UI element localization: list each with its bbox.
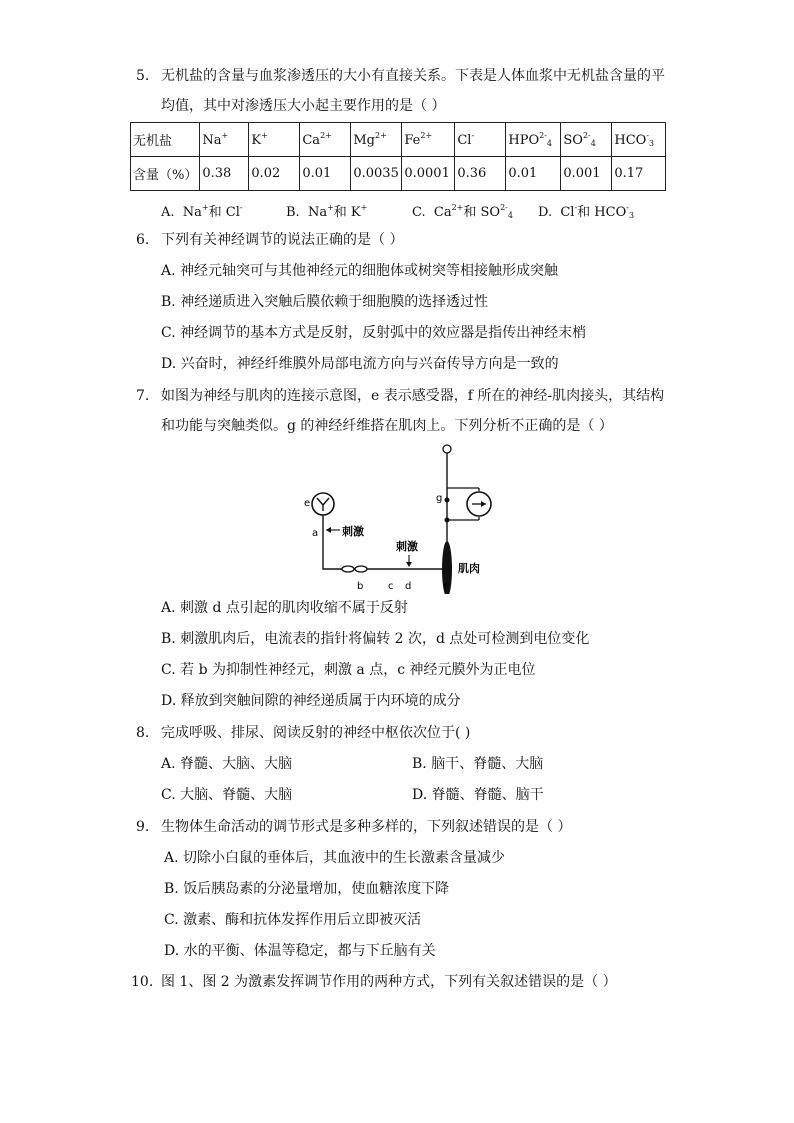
value-cell: 0.36 — [455, 157, 506, 191]
galvanometer-needle-head — [481, 501, 486, 507]
value-cell: 0.01 — [506, 157, 561, 191]
label-f: f — [444, 582, 448, 593]
q5-option-b[interactable]: B. Na+和 K+ — [286, 203, 368, 220]
table-header-cell: 无机盐 — [131, 123, 200, 157]
q9-number: 9. — [136, 819, 150, 835]
label-muscle: 肌肉 — [458, 562, 480, 575]
q6-number: 6. — [136, 232, 150, 248]
stimulus-label-a: 刺激 — [342, 525, 364, 538]
ion-cell: $Fe^{2+}$ — [402, 123, 455, 157]
q8-option-a[interactable]: A. 脊髓、大脑、大脑 — [161, 756, 293, 772]
q8-option-c[interactable]: C. 大脑、脊髓、大脑 — [161, 787, 293, 803]
table-row — [131, 123, 666, 157]
q5-option-d[interactable]: D. Cl-和 $HCO^-_3$ — [538, 203, 635, 220]
ion-cell: $Mg^{2+}$ — [351, 123, 402, 157]
value-cell: 0.0035 — [351, 157, 402, 191]
q7-option-c[interactable]: C. 若 b 为抑制性神经元，刺激 a 点，c 神经元膜外为正电位 — [161, 662, 536, 678]
salt-content-table — [130, 122, 666, 191]
ion-cell: $HPO^{2-}_4$ — [506, 123, 561, 157]
q7-option-d[interactable]: D. 释放到突触间隙的神经递质属于内环境的成分 — [161, 693, 461, 709]
q9-option-c[interactable]: C. 激素、酶和抗体发挥作用后立即被灭活 — [164, 912, 422, 928]
ion-cell: $HCO^-_3$ — [612, 123, 666, 157]
q7-option-a[interactable]: A. 刺激 d 点引起的肌肉收缩不属于反射 — [161, 600, 408, 616]
label-d: d — [405, 581, 412, 592]
table-header-cell: 含量（%） — [131, 157, 200, 191]
q6-option-d[interactable]: D. 兴奋时，神经纤维膜外局部电流方向与兴奋传导方向是一致的 — [161, 356, 559, 372]
label-b: b — [357, 581, 364, 592]
q10-number: 10. — [131, 974, 154, 990]
stimulus-arrowhead-a — [326, 527, 331, 533]
q9-option-d[interactable]: D. 水的平衡、体温等稳定，都与下丘脑有关 — [164, 943, 436, 959]
q9-option-a[interactable]: A. 切除小白鼠的垂体后，其血液中的生长激素含量减少 — [164, 850, 506, 866]
q10-stem: 图 1、图 2 为激素发挥调节作用的两种方式，下列有关叙述错误的是（ ） — [161, 974, 617, 990]
label-c: c — [388, 581, 394, 592]
ion-cell: Cl- — [455, 123, 506, 157]
q7-stem-line2: 和功能与突触类似。g 的神经纤维搭在肌肉上。下列分析不正确的是（ ） — [161, 418, 613, 434]
stimulus-label-d: 刺激 — [396, 540, 418, 553]
q6-option-a[interactable]: A. 神经元轴突可与其他神经元的细胞体或树突等相接触形成突触 — [161, 263, 559, 279]
ion-cell: $Ca^{2+}$ — [300, 123, 351, 157]
value-cell: 0.17 — [612, 157, 666, 191]
q5-stem-line2: 均值，其中对渗透压大小起主要作用的是（ ） — [161, 98, 446, 114]
nerve-muscle-diagram — [290, 438, 510, 594]
q5-number: 5. — [136, 68, 150, 84]
q8-option-d[interactable]: D. 脊髓、脊髓、脑干 — [412, 787, 544, 803]
q8-stem: 完成呼吸、排尿、阅读反射的神经中枢依次位于( ) — [161, 725, 471, 741]
synapse-b-left — [342, 566, 354, 572]
table-row — [131, 157, 666, 191]
label-g: g — [436, 493, 443, 504]
junction-dot-top — [445, 498, 450, 503]
value-cell: 0.01 — [300, 157, 351, 191]
stimulus-arrowhead-d — [406, 562, 412, 567]
afferent-nerve-line — [323, 515, 342, 569]
label-e: e — [304, 498, 311, 509]
ion-cell: $SO^{2-}_4$ — [561, 123, 612, 157]
q8-number: 8. — [136, 725, 150, 741]
q7-option-b[interactable]: B. 刺激肌肉后，电流表的指针将偏转 2 次，d 点处可检测到电位变化 — [161, 631, 590, 647]
q9-stem: 生物体生命活动的调节形式是多种多样的，下列叙述错误的是（ ） — [161, 819, 572, 835]
q6-stem: 下列有关神经调节的说法正确的是（ ） — [161, 232, 404, 248]
q5-option-a[interactable]: A. Na+和 Cl- — [161, 203, 243, 220]
label-a: a — [312, 528, 319, 539]
receptor-symbol — [317, 498, 329, 511]
value-cell: 0.001 — [561, 157, 612, 191]
ion-cell: K+ — [249, 123, 300, 157]
value-cell: 0.0001 — [402, 157, 455, 191]
q8-option-b[interactable]: B. 脑干、脊髓、大脑 — [412, 756, 544, 772]
q7-number: 7. — [136, 388, 150, 404]
ion-cell: Na+ — [200, 123, 249, 157]
electrode-terminal — [443, 445, 451, 453]
value-cell: 0.02 — [249, 157, 300, 191]
value-cell: 0.38 — [200, 157, 249, 191]
q5-option-c[interactable]: C. $Ca^{2+}$和 $SO^{2-}_4$ — [412, 203, 513, 220]
q7-stem-line1: 如图为神经与肌肉的连接示意图，e 表示感受器，f 所在的神经-肌肉接头，其结构 — [161, 388, 665, 404]
q9-option-b[interactable]: B. 饭后胰岛素的分泌量增加，使血糖浓度下降 — [164, 881, 450, 897]
q5-stem-line1: 无机盐的含量与血浆渗透压的大小有直接关系。下表是人体血浆中无机盐含量的平 — [161, 68, 665, 84]
q6-option-b[interactable]: B. 神经递质进入突触后膜依赖于细胞膜的选择透过性 — [161, 294, 489, 310]
synapse-b-right — [355, 566, 367, 572]
q6-option-c[interactable]: C. 神经调节的基本方式是反射，反射弧中的效应器是指传出神经末梢 — [161, 325, 587, 341]
